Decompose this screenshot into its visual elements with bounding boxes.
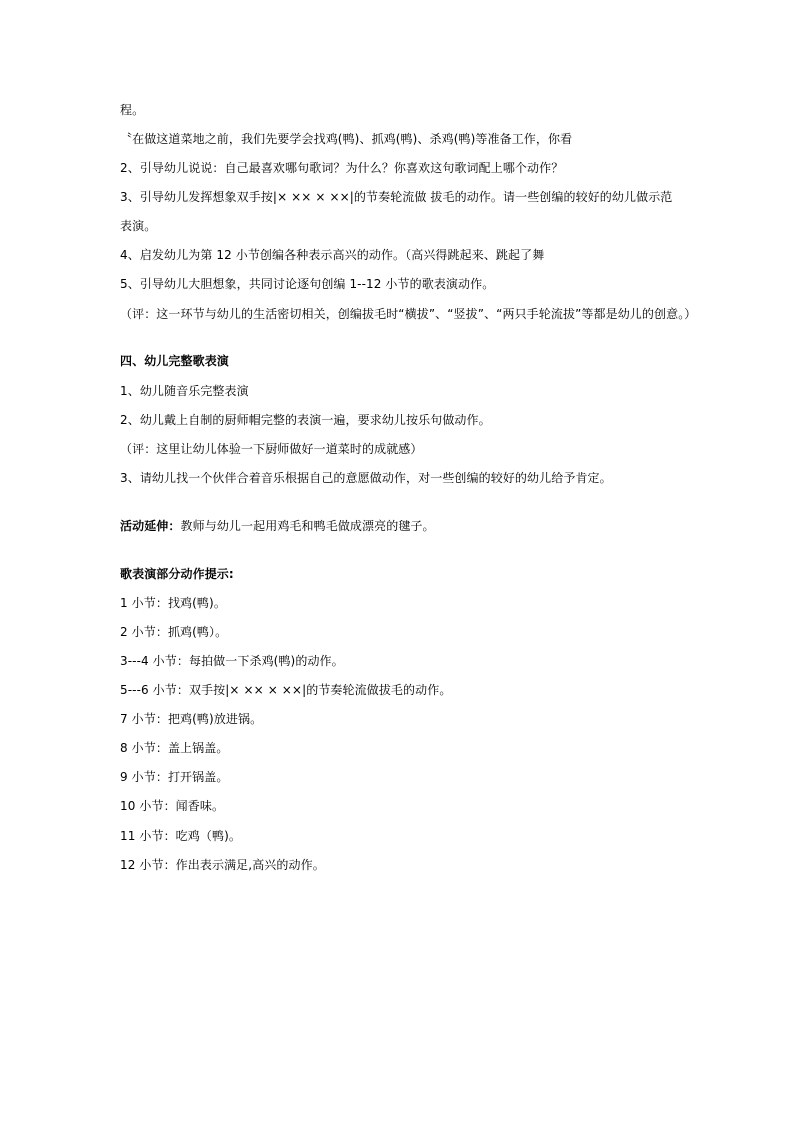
activity-extension-text: 教师与幼儿一起用鸡毛和鸭毛做成漂亮的毽子。 xyxy=(180,519,435,533)
tip-item: 1 小节：找鸡(鸭)。 xyxy=(120,596,226,610)
tip-item: 10 小节：闻香味。 xyxy=(120,799,225,813)
activity-extension-label: 活动延伸： xyxy=(120,519,181,533)
section-heading: 四、幼儿完整歌表演 xyxy=(120,354,229,368)
text-line: 3、引导幼儿发挥想象双手按|× ×× × ××|的节奏轮流做 拔毛的动作。请一些创编的较好的幼儿做示范 xyxy=(120,190,673,204)
tip-item: 2 小节：抓鸡(鸭）。 xyxy=(120,625,228,639)
text-line: 1、幼儿随音乐完整表演 xyxy=(120,384,249,398)
evaluation-note: （评：这一环节与幼儿的生活密切相关，创编拔毛时“横拔”、“竖拔”、“两只手轮流拔”等都是幼儿的创意。） xyxy=(120,307,697,321)
text-line: 3、请幼儿找一个伙伴合着音乐根据自己的意愿做动作，对一些创编的较好的幼儿给予肯定。 xyxy=(120,471,612,485)
evaluation-note: （评：这里让幼儿体验一下厨师做好一道菜时的成就感） xyxy=(120,442,423,456)
text-line: 4、启发幼儿为第 12 小节创编各种表示高兴的动作。（高兴得跳起来、跳起了舞 xyxy=(120,248,545,262)
text-line: 5、引导幼儿大胆想象，共同讨论逐句创编 1--12 小节的歌表演动作。 xyxy=(120,277,495,291)
text-line: 表演。 xyxy=(120,219,157,233)
activity-extension xyxy=(120,518,435,534)
tip-item: 7 小节：把鸡(鸭)放进锅。 xyxy=(120,712,263,726)
tip-item: 11 小节：吃鸡（鸭)。 xyxy=(120,829,241,843)
tip-item: 12 小节：作出表示满足,高兴的动作。 xyxy=(120,858,325,872)
text-line: 2、引导幼儿说说：自己最喜欢哪句歌词？为什么？你喜欢这句歌词配上哪个动作？ xyxy=(120,161,564,175)
tip-item: 5---6 小节：双手按|× ×× × ××|的节奏轮流做拔毛的动作。 xyxy=(120,683,452,697)
tip-item: 8 小节：盖上锅盖。 xyxy=(120,741,229,755)
tips-heading: 歌表演部分动作提示: xyxy=(120,567,234,581)
text-line: 〝在做这道菜地之前，我们先要学会找鸡(鸭)、抓鸡(鸭)、杀鸡(鸭)等准备工作，你看 xyxy=(120,132,573,146)
tip-item: 9 小节：打开锅盖。 xyxy=(120,770,229,784)
text-line: 程。 xyxy=(120,103,145,117)
tip-item: 3---4 小节：每拍做一下杀鸡(鸭)的动作。 xyxy=(120,654,344,668)
text-line: 2、幼儿戴上自制的厨师帽完整的表演一遍，要求幼儿按乐句做动作。 xyxy=(120,413,491,427)
